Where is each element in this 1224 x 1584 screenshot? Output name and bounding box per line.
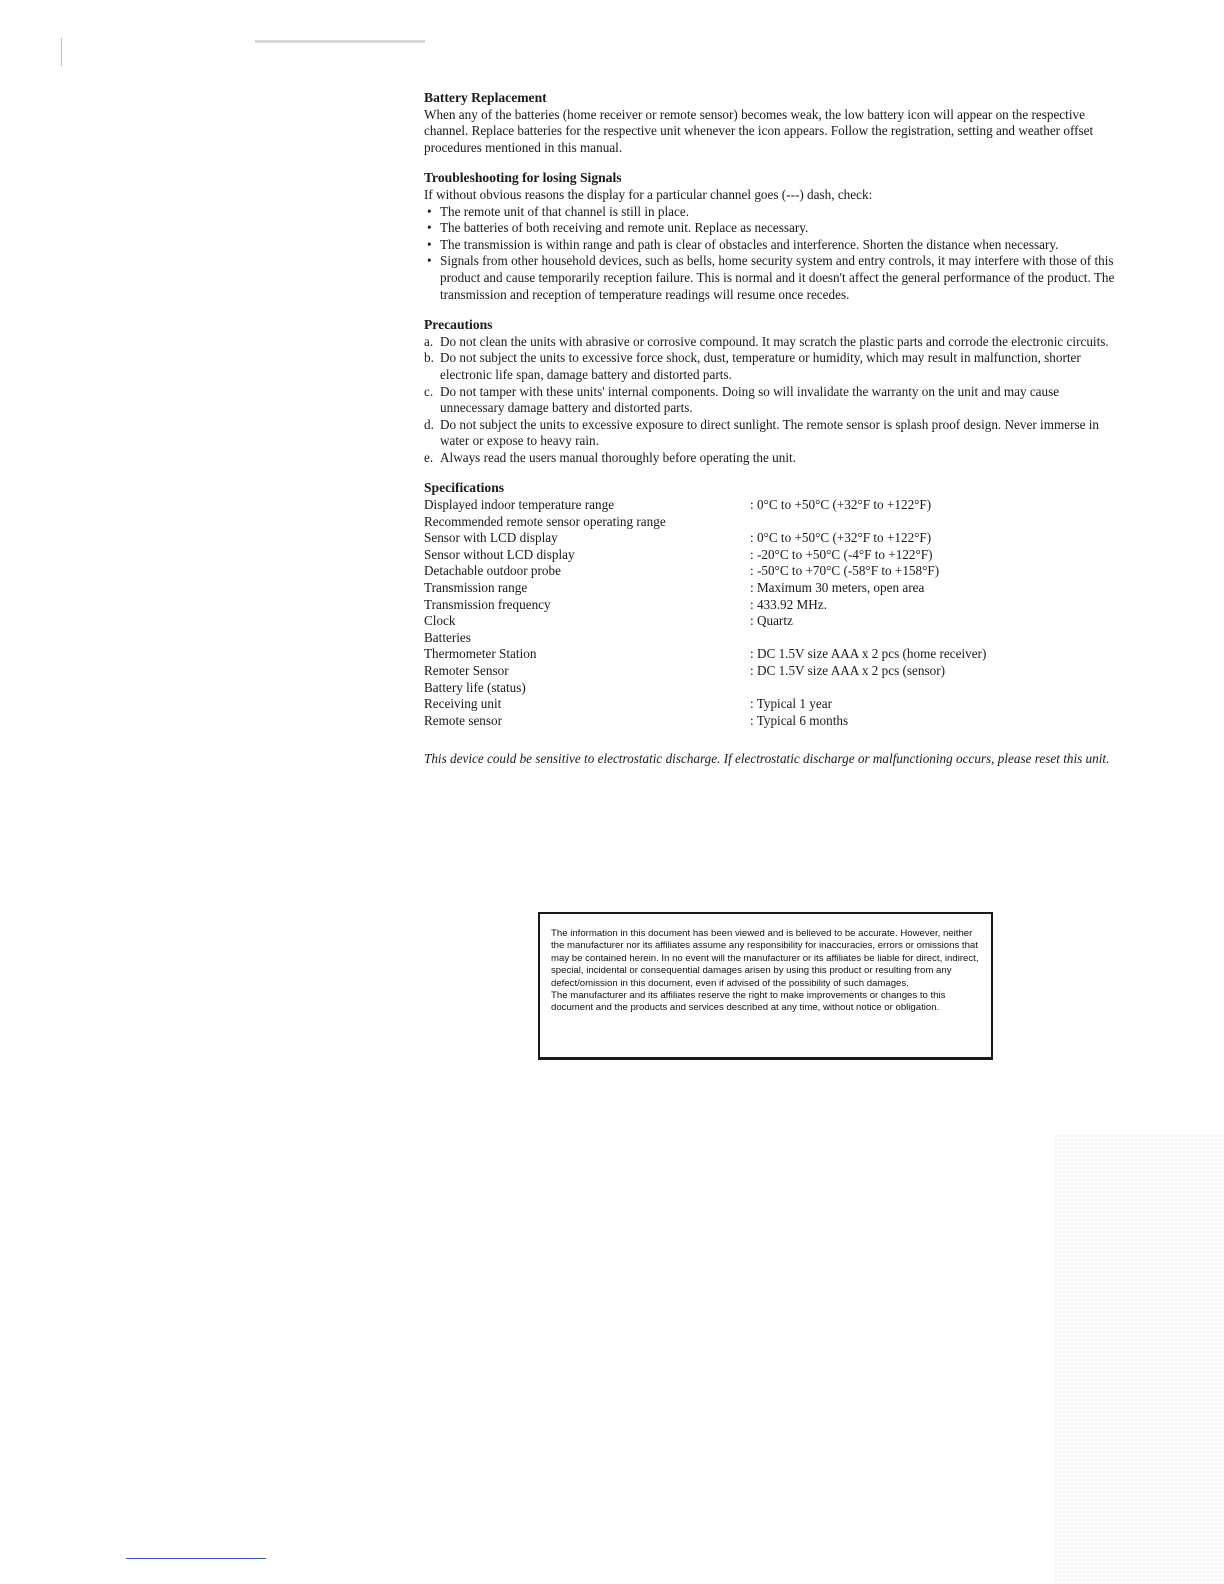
troubleshooting-intro: If without obvious reasons the display for a particular channel goes (---) dash, check: [424,186,873,202]
list-item: • The transmission is within range and path is clear of obstacles and interference. Shorten the distance when necessary. [427,236,1059,252]
spec-value: : DC 1.5V size AAA x 2 pcs (sensor) [750,663,945,678]
scan-edge-line [126,1558,266,1559]
troubleshooting-heading: Troubleshooting for losing Signals [424,170,622,186]
spec-label: Displayed indoor temperature range [424,497,615,513]
list-item: b. Do not subject the units to excessive force shock, dust, temperature or humidity, which may result in malfunction, shorter electronic life span, damage battery and distorted parts. [424,350,1081,382]
spec-label: Transmission range [424,580,528,596]
esd-note: This device could be sensitive to electrostatic discharge. If electrostatic discharge or malfunctioning occurs, please reset this unit. [424,751,1110,767]
battery-heading: Battery Replacement [424,90,547,105]
manual-content [424,90,1124,768]
spec-value: : Typical 6 months [750,712,849,728]
spec-label: Transmission frequency [424,596,551,612]
spec-value: : 0°C to +50°C (+32°F to +122°F) [750,497,932,513]
spec-value [750,680,1124,697]
scan-noise-top [255,40,425,43]
list-item: • The batteries of both receiving and remote unit. Replace as necessary. [427,220,809,236]
spec-value: : DC 1.5V size AAA x 2 pcs (home receiver) [750,646,987,662]
spec-value: : Typical 1 year [750,696,832,712]
bullet-icon: • [427,236,432,252]
spec-value [750,514,1124,531]
spec-value: : 0°C to +50°C (+32°F to +122°F) [750,530,932,546]
spec-label: Recommended remote sensor operating range [424,513,666,529]
troubleshooting-section [424,170,1124,303]
spec-value: : 433.92 MHz. [750,596,827,612]
disclaimer-box [538,912,993,1060]
battery-section [424,90,1124,156]
spec-value: : Quartz [750,613,793,629]
list-item: • The remote unit of that channel is still in place. [427,203,690,219]
list-item: c. Do not tamper with these units' internal components. Doing so will invalidate the warranty on the unit and may cause unnecessary damage battery and distorted parts. [424,383,1060,416]
list-item: • Signals from other household devices, such as bells, home security system and entry controls, it may interfere with those of this product and cause temporarily reception failure. This is normal and it doesn't affect the general performance of the product. The transmission and reception of temperature readings will resume once recedes. [427,253,1115,302]
list-item: e. Always read the users manual thoroughly before operating the unit. [424,449,796,465]
list-item: a. Do not clean the units with abrasive or corrosive compound. It may scratch the plastic parts and corrode the electronic circuits. [424,333,1109,349]
disclaimer-text-2: The manufacturer and its affiliates reserve the right to make improvements or changes to this document and the products and services described at any time, without notice or obligation. [551,990,946,1014]
spec-label: Remoter Sensor [424,663,509,678]
spec-label: Batteries [424,629,471,645]
spec-label: Detachable outdoor probe [424,563,561,579]
list-item: d. Do not subject the units to excessive exposure to direct sunlight. The remote sensor is splash proof design. Never immerse in water or expose to heavy rain. [424,416,1099,449]
spec-label: Sensor without LCD display [424,546,575,562]
precautions-section [424,317,1124,466]
spec-label: Clock [424,613,456,629]
specifications-heading: Specifications [424,480,505,496]
bullet-icon: • [427,203,432,219]
specifications-table [424,497,1124,729]
spec-value: : -50°C to +70°C (-58°F to +158°F) [750,563,940,579]
bullet-icon: • [427,253,432,269]
spec-label: Battery life (status) [424,679,526,695]
spec-label: Thermometer Station [424,646,537,662]
precautions-list [424,334,1124,467]
specifications-section [424,480,1124,729]
scan-edge-mark [61,38,62,66]
bullet-icon: • [427,220,432,236]
spec-value: : Maximum 30 meters, open area [750,580,925,596]
disclaimer-text: The information in this document has been viewed and is believed to be accurate. However, neither the manufacturer nor its affiliates assume any responsibility for inaccuracies, errors or omissions that may be contained herein. In no event will the manufacturer or its affiliates be liable for direct, indirect, special, incidental or consequential damages arisen by using this product or resulting from any defect/omission in this document, even if advised of the possibility of such damages. [551,928,979,989]
spec-value [750,630,1124,647]
spec-label: Receiving unit [424,696,502,712]
battery-body: When any of the batteries (home receiver or remote sensor) becomes weak, the low battery icon will appear on the respective channel. Replace batteries for the respective unit whenever the icon appears. Follow the registration, setting and weather offset procedures mentioned in this manual. [424,106,1094,155]
spec-label: Sensor with LCD display [424,530,558,546]
troubleshooting-list [424,204,1124,304]
precautions-heading: Precautions [424,317,493,333]
spec-label: Remote sensor [424,712,503,728]
spec-value: : -20°C to +50°C (-4°F to +122°F) [750,546,933,562]
scan-noise-corner [1054,1134,1224,1584]
